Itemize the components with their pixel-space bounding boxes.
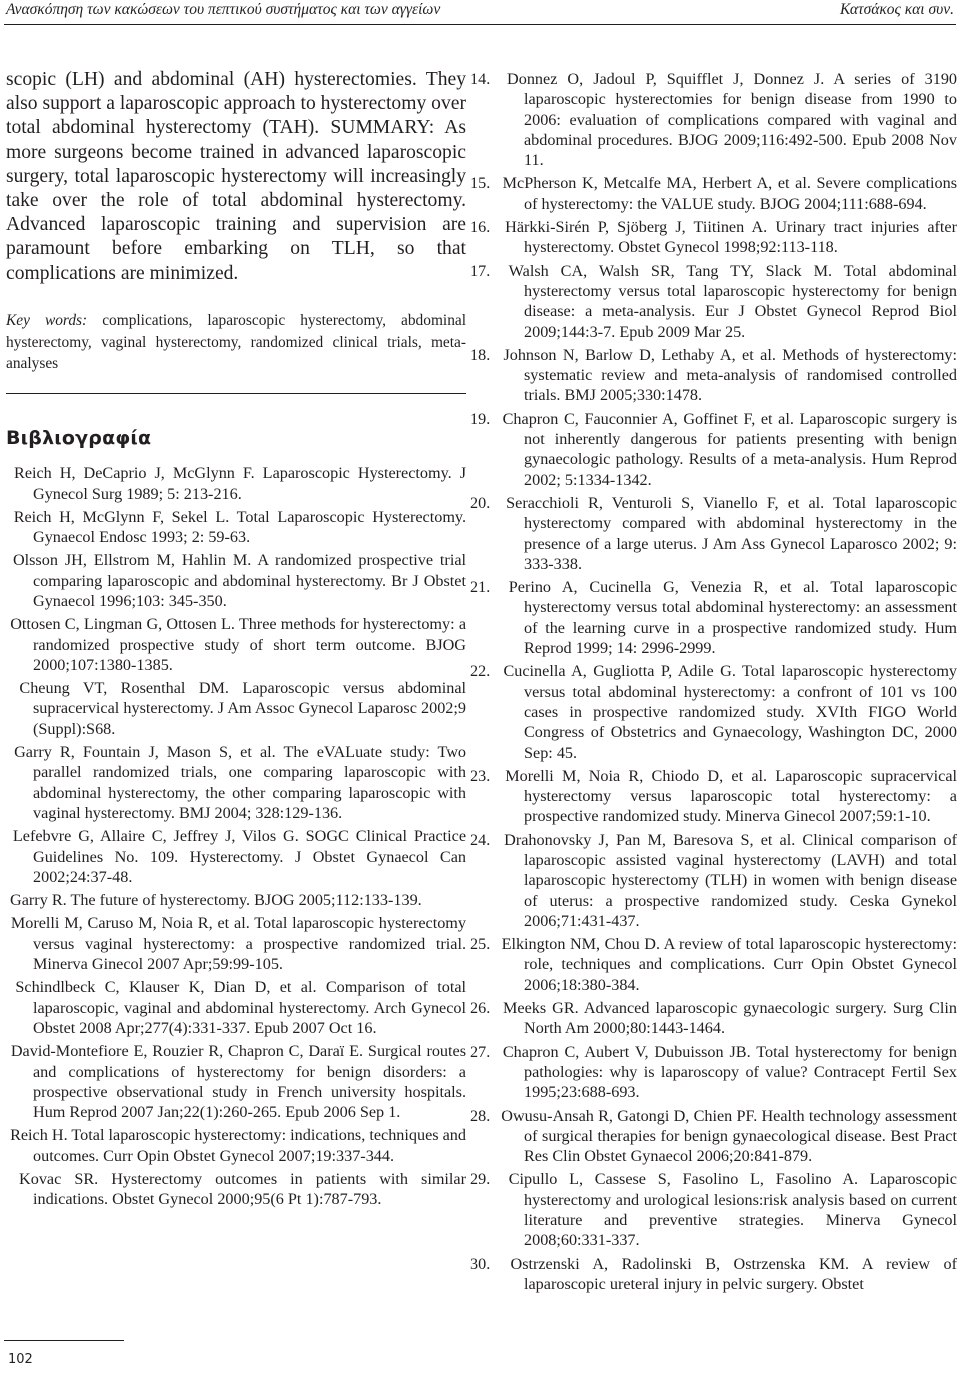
running-header-authors: Κατσάκος και συν. <box>840 1 954 18</box>
reference-text: Olsson JH, Ellstrom M, Hahlin M. A randomized prospective trial comparing laparoscopic and abdominal hysterectomy. Br J Obstet Gynaecol 1996;103: 345-350. <box>12 551 467 610</box>
reference-text: Chapron C, Aubert V, Dubuisson JB. Total hysterectomy for benign pathologies: why is laparoscopy of value? Contracept Fertil Sex 1995;23:688-693. <box>502 1042 957 1102</box>
reference-item: 29. Cipullo L, Cassese S, Fasolino L, Fasolino A. Laparoscopic hysterectomy and urological lesions:risk analysis based on current literature and preventive strategies. Minerva Gynecol 2008;60:331-337. <box>470 1170 957 1250</box>
reference-item: 28. Owusu-Ansah R, Gatongi D, Chien PF. Health technology assessment of surgical therapies for benign gynaecological disease. Best Pract Res Clin Obstet Gynaecol 2006;20:841-879. <box>470 1106 957 1166</box>
reference-item: 25. Elkington NM, Chou D. A review of total laparoscopic hysterectomy: role, techniques and complications. Curr Opin Obstet Gynecol 2006;18:380-384. <box>470 935 958 994</box>
reference-item: 22. Cucinella A, Gugliotta P, Adile G. Total laparoscopic hysterectomy versus total abdominal hysterectomy: a confront of 101 vs 100 cases in prospective randomized study. XVIth FIGO World Congress of Obstetrics and Gynaecology, Washington DC, 2000 Sep: 45. <box>470 662 957 762</box>
reference-text: Garry R. The future of hysterectomy. BJOG 2005;112:133-139. <box>10 891 422 910</box>
reference-text: Lefebvre G, Allaire C, Jeffrey J, Vilos G. SOGC Clinical Practice Guidelines No. 109. Hysterectomy. J Obstet Gynaecol Can 2002;24:37-48. <box>12 827 467 886</box>
references-heading: Βιβλιογραφία <box>6 427 152 450</box>
reference-item: 15. McPherson K, Metcalfe MA, Herbert A, et al. Severe complications of hysterectomy: the VALUE study. BJOG 2004;111:688-694. <box>470 174 957 213</box>
reference-text: Meeks GR. Advanced laparoscopic gynaecologic surgery. Surg Clin North Am 2000;80:1443-1464. <box>503 999 958 1038</box>
reference-item: 20. Seracchioli R, Venturoli S, Vianello F, et al. Total laparoscopic hysterectomy compared with abdominal hysterectomy in the presence of a large uterus. J Am Ass Gynecol Laparosco 2002; 9: 333-338. <box>470 493 957 573</box>
keywords <box>6 310 466 375</box>
reference-text: Owusu-Ansah R, Gatongi D, Chien PF. Health technology assessment of surgical therapies for benign gynaecological disease. Best Pract Res Clin Obstet Gynaecol 2006;20:841-879. <box>501 1106 957 1166</box>
reference-text: Ottosen C, Lingman G, Ottosen L. Three methods for hysterectomy: a randomized prospective study of short term outcome. BJOG 2000;107:1380-1385. <box>10 615 467 674</box>
reference-item: 16. Härkki-Sirén P, Sjöberg J, Tiitinen A. Urinary tract injuries after hysterectomy. Obstet Gynecol 1998;92:113-118. <box>470 218 957 257</box>
reference-item: 21. Perino A, Cucinella G, Venezia R, et al. Total laparoscopic hysterectomy versus total abdominal hysterectomy: an assessment of the learning curve in a prospective randomized study. Hum Reprod 1999; 14: 2996-2999. <box>470 578 957 658</box>
reference-item <box>6 890 466 910</box>
reference-item: 18. Johnson N, Barlow D, Lethaby A, et al. Methods of hysterectomy: systematic review and meta-analysis of randomised controlled trials. BMJ 2005;330:1478. <box>470 345 957 405</box>
keywords-text: complications, laparoscopic hysterectomy, abdominal hysterectomy, vaginal hysterectomy, randomized clinical trials, meta-analyses <box>6 311 466 373</box>
keywords-rule <box>6 393 466 394</box>
reference-item <box>6 1125 466 1166</box>
reference-text: Garry R, Fountain J, Mason S, et al. The eVALuate study: Two parallel randomized trials, one comparing laparoscopic with abdominal hysterectomy, the other comparing laparoscopic with vaginal hysterectomy. BMJ 2004; 328:129-136. <box>14 743 467 822</box>
reference-text: Drahonovsky J, Pan M, Baresova S, et al. Clinical comparison of laparoscopic assisted vaginal hysterectomy (LAVH) and total laparoscopic hysterectomy (TLH) in women with benign disease of uterus: a prospective randomized study. Ceska Gynekol 2006;71:431-437. <box>504 830 957 930</box>
page-number: 102 <box>8 1352 33 1367</box>
reference-text: McPherson K, Metcalfe MA, Herbert A, et al. Severe complications of hysterectomy: the VALUE study. BJOG 2004;111:688-694. <box>502 174 957 213</box>
reference-text: Seracchioli R, Venturoli S, Vianello F, et al. Total laparoscopic hysterectomy compared with abdominal hysterectomy in the presence of a large uterus. J Am Ass Gynecol Laparosco 2002; 9: 333-338. <box>506 493 957 573</box>
running-header <box>0 0 960 26</box>
reference-text: Schindlbeck C, Klauser K, Dian D, et al. Comparison of total laparoscopic, vaginal and abdominal hysterectomy. Arch Gynecol Obstet 2008 Apr;277(4):331-337. Epub 2007 Oct 16. <box>15 978 467 1037</box>
header-rule <box>4 24 956 25</box>
reference-text: Donnez O, Jadoul P, Squifflet J, Donnez J. A series of 3190 laparoscopic hysterectomies for benign disease from 1990 to 2006: evaluation of complications compared with vaginal and abdominal procedures. BJOG 2009;116:492-500. Epub 2008 Nov 11. <box>507 70 958 170</box>
abstract-text: scopic (LH) and abdominal (AH) hysterectomies. They also support a laparoscopic approach to hysterectomy over total abdominal hysterectomy (TAH). SUMMARY: As more surgeons become trained in advanced laparoscopic surgery, total laparoscopic hysterectomy will increasingly take over the role of total abdominal hysterectomy. Advanced laparoscopic training and supervision are paramount before embarking on TLH, so that complications are minimized. <box>6 69 466 284</box>
reference-text: Ostrzenski A, Radolinski B, Ostrzenska KM. A review of laparoscopic ureteral injury in pelvic surgery. Obstet <box>510 1254 958 1293</box>
reference-item: 19. Chapron C, Fauconnier A, Goffinet F, et al. Laparoscopic surgery is not inherently dangerous for patients presenting with benign gynaecologic pathology. Results of a meta-analysis. Hum Reprod 2002; 5:1334-1342. <box>470 409 957 489</box>
reference-item <box>6 977 466 1038</box>
reference-text: David-Montefiore E, Rouzier R, Chapron C, Daraï E. Surgical routes and complications of hysterectomy for benign disorders: a prospective observational study in French university hospitals. Hum Reprod 2007 Jan;22(1):260-265. Epub 2006 Sep 1. <box>10 1042 467 1122</box>
reference-item: 17. Walsh CA, Walsh SR, Tang TY, Slack M. Total abdominal hysterectomy versus total laparoscopic hysterectomy for benign disease: a meta-analysis. Eur J Obstet Gynecol Reprod Biol 2009;144:3-7. Epub 2009 Mar 25. <box>470 261 957 341</box>
reference-text: Walsh CA, Walsh SR, Tang TY, Slack M. Total abdominal hysterectomy versus total laparoscopic hysterectomy for benign disease: a meta-analysis. Eur J Obstet Gynecol Reprod Biol 2009;144:3-7. Epub 2009 Mar 25. <box>508 261 957 341</box>
reference-text: Chapron C, Fauconnier A, Goffinet F, et al. Laparoscopic surgery is not inherently dangerous for patients presenting with benign gynaecologic pathology. Results of a meta-analysis. Hum Reprod 2002; 5:1334-1342. <box>502 409 957 489</box>
reference-text: Cheung VT, Rosenthal DM. Laparoscopic versus abdominal supracervical hysterectomy. J Am Assoc Gynecol Laparosc 2002;9 (Suppl):S68. <box>19 679 467 738</box>
footer-rule <box>4 1340 124 1341</box>
running-header-title: Ανασκόπηση των κακώσεων του πεπτικού συστήματος και των αγγείων <box>6 1 441 18</box>
reference-item: 24. Drahonovsky J, Pan M, Baresova S, et al. Clinical comparison of laparoscopic assisted vaginal hysterectomy (LAVH) and total laparoscopic hysterectomy (TLH) in women with benign disease of uterus: a prospective randomized study. Ceska Gynekol 2006;71:431-437. <box>470 830 957 930</box>
reference-item <box>6 614 466 675</box>
reference-item <box>6 742 466 823</box>
reference-text: Perino A, Cucinella G, Venezia R, et al. Total laparoscopic hysterectomy versus total abdominal hysterectomy: an assessment of the learning curve in a prospective randomized study. Hum Reprod 1999; 14: 2996-2999. <box>508 578 957 658</box>
reference-item <box>6 913 466 974</box>
left-column <box>6 68 466 1213</box>
reference-item <box>6 550 466 611</box>
reference-item <box>6 678 466 739</box>
reference-text: Kovac SR. Hysterectomy outcomes in patients with similar indications. Obstet Gynecol 2000;95(6 Pt 1):787-793. <box>19 1170 466 1209</box>
reference-item: 23. Morelli M, Noia R, Chiodo D, et al. Laparoscopic supracervical hysterectomy versus laparoscopic total hysterectomy: a prospective randomized study. Minerva Ginecol 2007;59:1-10. <box>470 766 958 826</box>
reference-item <box>6 1169 466 1210</box>
reference-item <box>6 826 466 887</box>
reference-item: 26. Meeks GR. Advanced laparoscopic gynaecologic surgery. Surg Clin North Am 2000;80:1443-1464. <box>470 999 958 1038</box>
reference-text: Morelli M, Caruso M, Noia R, et al. Total laparoscopic hysterectomy versus vaginal hysterectomy: a prospective randomized trial. Minerva Ginecol 2007 Apr;59:99-105. <box>10 914 466 974</box>
reference-text: Elkington NM, Chou D. A review of total laparoscopic hysterectomy: role, techniques and complications. Curr Opin Obstet Gynecol 2006;18:380-384. <box>501 935 958 994</box>
reference-text: Reich H, DeCaprio J, McGlynn F. Laparoscopic Hysterectomy. J Gynecol Surg 1989; 5: 213-216. <box>14 464 466 503</box>
reference-item <box>6 463 466 504</box>
reference-text: Cucinella A, Gugliotta P, Adile G. Total laparoscopic hysterectomy versus total abdominal hysterectomy: a confront of 101 vs 100 cases in prospective randomized study. XVIth FIGO World Congress of Obstetrics and Gynaecology, Washington DC, 2000 Sep: 45. <box>503 662 957 762</box>
reference-item <box>6 507 466 548</box>
references-list-left <box>6 463 466 1209</box>
reference-item: 14. Donnez O, Jadoul P, Squifflet J, Donnez J. A series of 3190 laparoscopic hysterectomies for benign disease from 1990 to 2006: evaluation of complications compared with vaginal and abdominal procedures. BJOG 2009;116:492-500. Epub 2008 Nov 11. <box>470 70 958 170</box>
reference-text: Cipullo L, Cassese S, Fasolino L, Fasolino A. Laparoscopic hysterectomy and urological lesions:risk analysis based on current literature and preventive strategies. Minerva Gynecol 2008;60:331-337. <box>508 1170 957 1250</box>
right-column <box>470 69 958 1297</box>
reference-item: 30. Ostrzenski A, Radolinski B, Ostrzenska KM. A review of laparoscopic ureteral injury in pelvic surgery. Obstet <box>470 1254 958 1293</box>
reference-text: Johnson N, Barlow D, Lethaby A, et al. Methods of hysterectomy: systematic review and meta-analysis of randomised controlled trials. BMJ 2005;330:1478. <box>503 345 957 405</box>
reference-text: Reich H. Total laparoscopic hysterectomy: indications, techniques and outcomes. Curr Opin Obstet Gynecol 2007;19:337-344. <box>10 1126 466 1165</box>
keywords-label: Key words: <box>6 311 88 329</box>
reference-text: Morelli M, Noia R, Chiodo D, et al. Laparoscopic supracervical hysterectomy versus laparoscopic total hysterectomy: a prospective randomized study. Minerva Ginecol 2007;59:1-10. <box>505 766 958 826</box>
reference-item <box>6 1041 466 1122</box>
reference-item: 27. Chapron C, Aubert V, Dubuisson JB. Total hysterectomy for benign pathologies: why is laparoscopy of value? Contracept Fertil Sex 1995;23:688-693. <box>470 1042 957 1102</box>
reference-text: Reich H, McGlynn F, Sekel L. Total Laparoscopic Hysterectomy. Gynaecol Endosc 1993; 2: 59-63. <box>13 507 467 547</box>
reference-text: Härkki-Sirén P, Sjöberg J, Tiitinen A. Urinary tract injuries after hysterectomy. Obstet Gynecol 1998;92:113-118. <box>505 218 957 257</box>
references-list-right <box>470 69 958 1294</box>
